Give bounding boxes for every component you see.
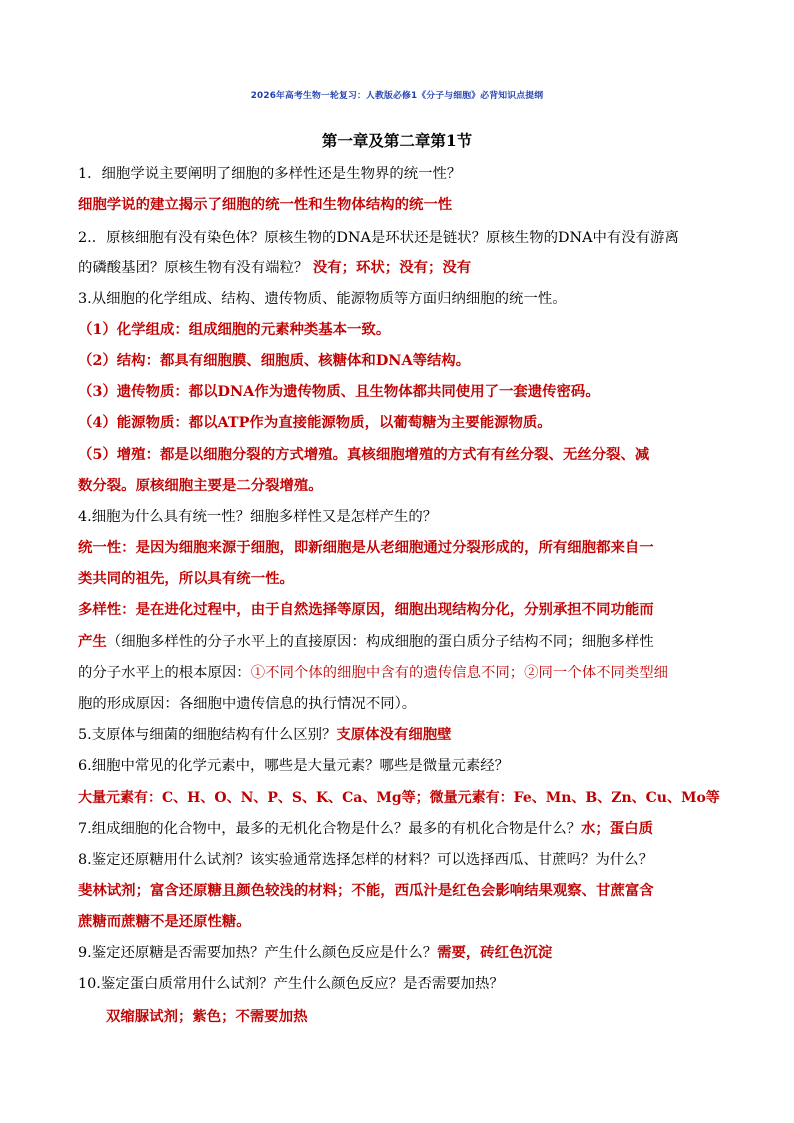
answer-4-root-cause-label: 的分子水平上的根本原因： <box>78 665 251 681</box>
question-7: 7.组成细胞的化合物中，最多的无机化合物是什么？最多的有机化合物是什么？ <box>78 821 582 837</box>
answer-4-diversity-line2 <box>78 632 654 652</box>
question-9: 9.鉴定还原糖是否需要加热？产生什么颜色反应是什么？ <box>78 945 438 961</box>
answer-4-unity-line1: 统一性：是因为细胞来源于细胞，即新细胞是从老细胞通过分裂形成的，所有细胞都来自一 <box>78 539 654 556</box>
answer-3-5-line1: （5）增殖：都是以细胞分裂的方式增殖。真核细胞增殖的方式有有丝分裂、无丝分裂、减 <box>78 446 650 463</box>
answer-4-diversity-line3 <box>78 663 668 683</box>
question-4: 4.细胞为什么具有统一性？细胞多样性又是怎样产生的？ <box>78 509 438 525</box>
answer-6: 大量元素有：C、H、O、N、P、S、K、Ca、Mg等；微量元素有：Fe、Mn、B、Zn、Cu、Mo等 <box>78 790 720 806</box>
answer-4-unity-line2: 类共同的祖先，所以具有统一性。 <box>78 570 294 587</box>
question-6: 6.细胞中常见的化学元素中，哪些是大量元素？哪些是微量元素经？ <box>78 758 510 774</box>
question-8: 8.鉴定还原糖用什么试剂？该实验通常选择怎样的材料？可以选择西瓜、甘蔗吗？为什么？ <box>78 852 653 868</box>
question-2-text: 的磷酸基团？原核生物有没有端粒？ <box>78 260 309 276</box>
question-3: 3.从细胞的化学组成、结构、遗传物质、能源物质等方面归纳细胞的统一性。 <box>78 291 567 307</box>
answer-3-1: （1）化学组成：组成细胞的元素种类基本一致。 <box>78 321 391 338</box>
answer-3-5-line2: 数分裂。原核细胞主要是二分裂增殖。 <box>78 477 323 494</box>
answer-4-diversity-line4: 胞的形成原因：各细胞中遗传信息的执行情况不同）。 <box>78 696 417 712</box>
question-7-line <box>78 819 653 839</box>
question-10: 10.鉴定蛋白质常用什么试剂？产生什么颜色反应？是否需要加热？ <box>78 976 504 992</box>
answer-7: 水；蛋白质 <box>581 820 653 837</box>
question-5: 5.支原体与细菌的细胞结构有什么区别？ <box>78 727 337 743</box>
answer-9: 需要，砖红色沉淀 <box>437 944 553 961</box>
answer-8-line2: 蔗糖而蔗糖不是还原性糖。 <box>78 913 251 930</box>
answer-2: 没有；环状；没有；没有 <box>312 259 472 276</box>
section-subtitle: 第一章及第二章第1节 <box>321 131 473 150</box>
question-1: 1．细胞学说主要阐明了细胞的多样性还是生物界的统一性？ <box>78 166 462 182</box>
answer-3-4: （4）能源物质：都以ATP作为直接能源物质，以葡萄糖为主要能源物质。 <box>78 414 552 431</box>
answer-8-line1: 斐林试剂；富含还原糖且颜色较浅的材料；不能，西瓜汁是红色会影响结果观察、甘蔗富含 <box>78 882 654 899</box>
answer-3-2: （2）结构：都具有细胞膜、细胞质、核糖体和DNA等结构。 <box>78 352 471 369</box>
answer-10: 双缩脲试剂；紫色；不需要加热 <box>106 1008 308 1025</box>
question-5-line <box>78 725 452 745</box>
answer-4-root-cause: ①不同个体的细胞中含有的遗传信息不同；②同一个体不同类型细 <box>250 665 669 681</box>
answer-4-diversity-line1: 多样性：是在进化过程中，由于自然选择等原因，细胞出现结构分化，分别承担不同功能而 <box>78 601 654 618</box>
answer-3-3: （3）遗传物质：都以DNA作为遗传物质、且生物体都共同使用了一套遗传密码。 <box>78 383 600 400</box>
question-2-line1: 2.．原核细胞有没有染色体？原核生物的DNA是环状还是链状？原核生物的DNA中有没有游离 <box>78 230 679 246</box>
answer-1: 细胞学说的建立揭示了细胞的统一性和生物体结构的统一性 <box>78 196 453 213</box>
answer-5: 支原体没有细胞壁 <box>336 726 452 743</box>
document-title: 2026年高考生物一轮复习：人教版必修1《分子与细胞》必背知识点提纲 <box>250 91 544 101</box>
answer-4-diversity-lead: 产生 <box>78 633 107 650</box>
question-9-line <box>78 943 552 963</box>
answer-4-diversity-note: （细胞多样性的分子水平上的直接原因：构成细胞的蛋白质分子结构不同；细胞多样性 <box>106 634 654 650</box>
question-2-line2 <box>78 258 471 278</box>
